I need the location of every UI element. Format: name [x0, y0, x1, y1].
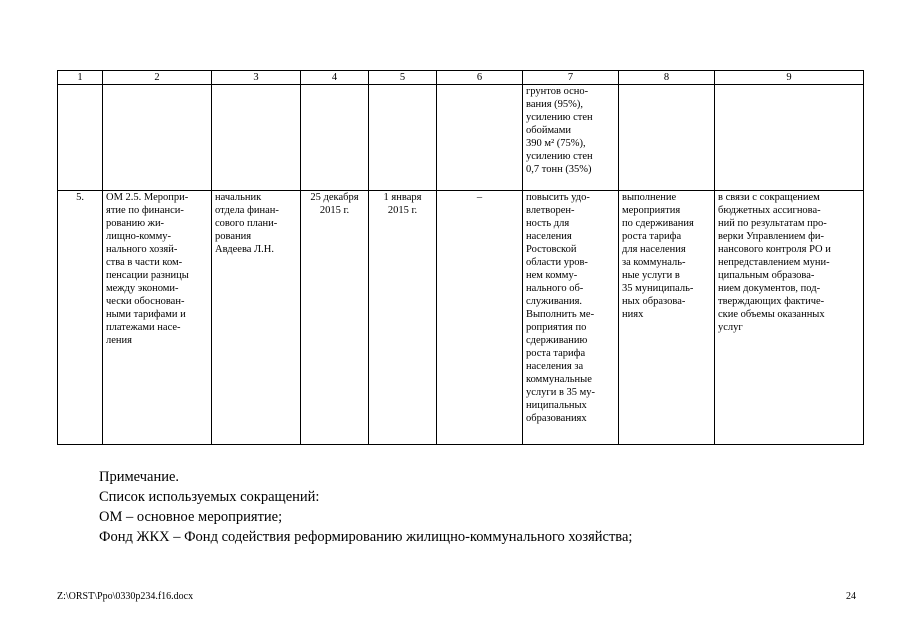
col6-cell	[437, 85, 523, 191]
expected-result-cell: грунтов осно- вания (95%), усилению стен обоймами 390 м² (75%), усилению стен 0,7 тонн (35%)	[523, 85, 619, 191]
responsible-cell	[212, 85, 301, 191]
header-col-7: 7	[523, 71, 619, 85]
col6-cell: –	[437, 191, 523, 445]
report-table	[57, 70, 864, 445]
expected-result-cell: повысить удо- влетворен- ность для населения Ростовской области уров- нем комму- нального об- служивания. Выполнить ме- роприятия по сдерживанию роста тарифа населения за коммунальные услуги в 35 му- ниципальных образованиях	[523, 191, 619, 445]
activity-cell: ОМ 2.5. Меропри- ятие по финанси- рованию жи- лищно-комму- нального хозяй- ства в части ком- пенсации разницы между экономи- чески обоснован- ными тарифами и платежами насе- ления	[103, 191, 212, 445]
header-col-8: 8	[619, 71, 715, 85]
header-col-5: 5	[369, 71, 437, 85]
reason-cell: в связи с сокращением бюджетных ассигнова- ний по результатам про- верки Управлением фи- нансового контроля РО и непредставлением муни- ципальным образова- нием документов, под- тверждающих фактиче- ские объемы оказанных услуг	[715, 191, 864, 445]
start-date-cell: 1 января 2015 г.	[369, 191, 437, 445]
header-col-9: 9	[715, 71, 864, 85]
responsible-cell: начальник отдела финан- сового плани- рования Авдеева Л.Н.	[212, 191, 301, 445]
note-heading: Примечание.	[99, 469, 180, 485]
header-col-4: 4	[301, 71, 369, 85]
start-date-cell	[369, 85, 437, 191]
row-number-cell	[58, 85, 103, 191]
header-col-6: 6	[437, 71, 523, 85]
notes-block	[99, 467, 632, 547]
abbreviations-heading: Список используемых сокращений:	[99, 489, 320, 505]
reason-cell	[715, 85, 864, 191]
file-path: Z:\ORST\Ppo\0330p234.f16.docx	[57, 591, 194, 602]
actual-result-cell: выполнение мероприятия по сдерживания роста тарифа для населения за коммуналь- ные услуги в 35 муниципаль- ных образова- ниях	[619, 191, 715, 445]
activity-cell	[103, 85, 212, 191]
header-col-1: 1	[58, 71, 103, 85]
end-date-cell: 25 декабря 2015 г.	[301, 191, 369, 445]
header-col-3: 3	[212, 71, 301, 85]
table-row	[58, 85, 864, 191]
table-row	[58, 191, 864, 445]
page-number: 24	[846, 591, 856, 602]
abbreviation-fund: Фонд ЖКХ – Фонд содействия реформированию жилищно-коммунального хозяйства;	[99, 529, 633, 545]
header-col-2: 2	[103, 71, 212, 85]
table-header-row	[58, 71, 864, 85]
abbreviation-om: ОМ – основное мероприятие;	[99, 509, 283, 525]
actual-result-cell	[619, 85, 715, 191]
end-date-cell	[301, 85, 369, 191]
row-number-cell: 5.	[58, 191, 103, 445]
